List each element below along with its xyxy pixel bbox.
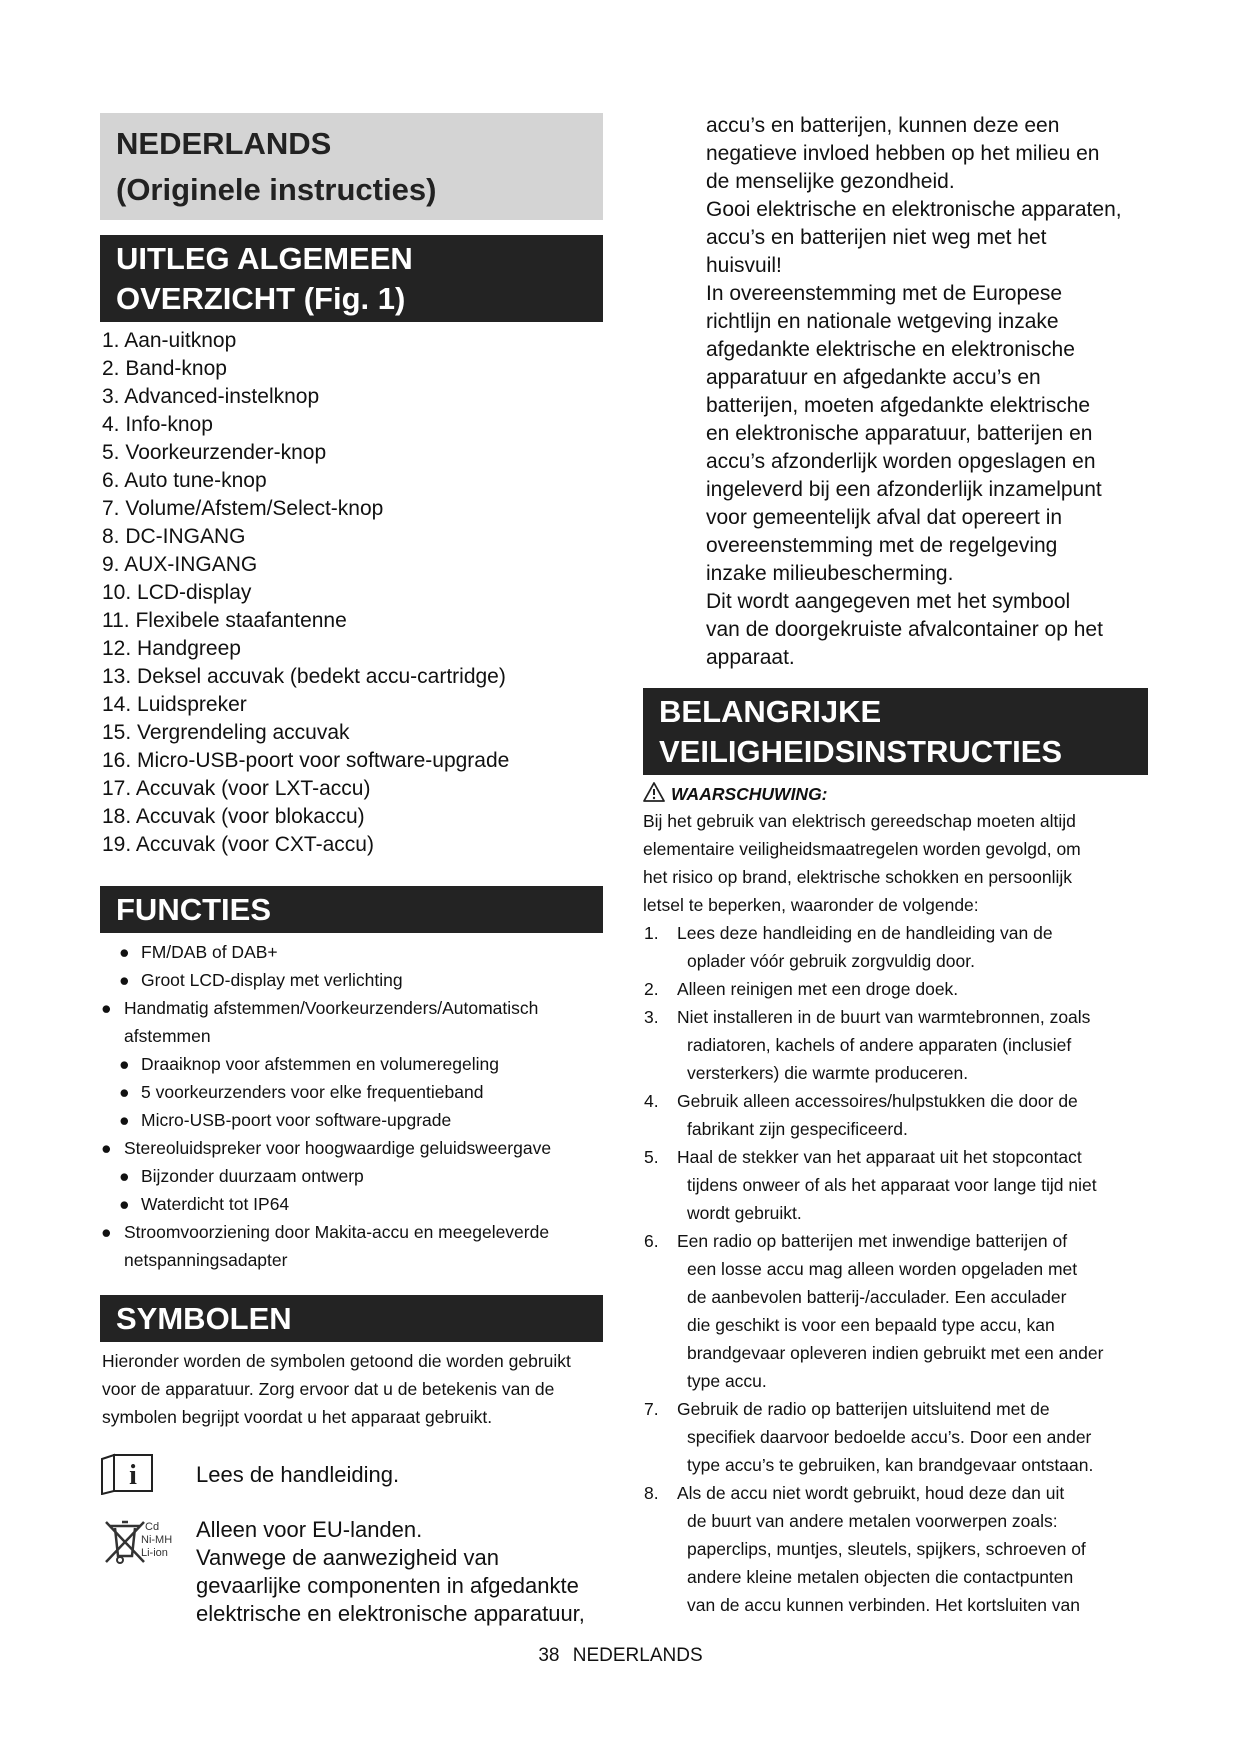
overview-part-item: 16. Micro-USB-poort voor software-upgrade — [102, 749, 510, 772]
svg-text:Li-ion: Li-ion — [141, 1547, 168, 1559]
warning-label-text: WAARSCHUWING: — [671, 784, 828, 804]
function-item-text: Draaiknop voor afstemmen en volumeregeling — [141, 1054, 499, 1074]
overview-part-item: 3. Advanced-instelknop — [102, 385, 320, 408]
eu-waste-line: elektrische en elektronische apparatuur, — [196, 1601, 585, 1626]
safety-instruction-item — [643, 975, 1148, 1003]
safety-instruction-line: tijdens onweer of als het apparaat voor lange tijd niet — [687, 1175, 1097, 1195]
left-column — [100, 113, 603, 1628]
overview-part-item: 9. AUX-INGANG — [102, 553, 258, 576]
safety-instruction-item — [643, 1479, 1148, 1619]
function-item — [100, 966, 603, 994]
safety-instruction-number: 6. — [644, 1231, 659, 1251]
overview-part-item: 19. Accuvak (voor CXT-accu) — [102, 833, 374, 856]
function-item-text: Bijzonder duurzaam ontwerp — [141, 1166, 364, 1186]
function-item — [100, 1190, 603, 1218]
overview-part-item: 15. Vergrendeling accuvak — [102, 721, 350, 744]
bullet-icon: ● — [119, 1082, 130, 1102]
function-item — [100, 1218, 603, 1274]
svg-text:Ni-MH: Ni-MH — [141, 1534, 173, 1546]
safety-instruction-line: versterkers) die warmte produceren. — [687, 1063, 969, 1083]
function-item — [100, 1078, 603, 1106]
functions-heading — [100, 886, 603, 933]
overview-part-item: 1. Aan-uitknop — [102, 329, 237, 352]
safety-instruction-number: 5. — [644, 1147, 659, 1167]
bullet-icon: ● — [101, 1222, 112, 1242]
bullet-icon: ● — [119, 970, 130, 990]
page-number: 38 — [538, 1645, 560, 1666]
safety-instruction-line: een losse accu mag alleen worden opgeladen met — [687, 1259, 1078, 1279]
bullet-icon: ● — [101, 998, 112, 1018]
eu-waste-continued-line: overeenstemming met de regelgeving — [706, 534, 1058, 557]
safety-instruction-line: Gebruik alleen accessoires/hulpstukken die door de — [677, 1091, 1078, 1111]
language-subtitle: (Originele instructies) — [116, 172, 437, 207]
safety-intro-line: Bij het gebruik van elektrisch gereedschap moeten altijd — [643, 811, 1076, 831]
eu-waste-line: gevaarlijke componenten in afgedankte — [196, 1573, 579, 1598]
functions-list — [100, 938, 603, 1274]
eu-waste-continued-line: huisvuil! — [706, 254, 782, 277]
safety-instruction-line: type accu. — [687, 1371, 767, 1391]
function-item-text: Handmatig afstemmen/Voorkeurzenders/Automatisch afstemmen — [124, 998, 539, 1046]
eu-waste-line: Vanwege de aanwezigheid van — [196, 1545, 499, 1570]
overview-part-item: 11. Flexibele staafantenne — [102, 609, 347, 632]
overview-part-item: 8. DC-INGANG — [102, 525, 246, 548]
eu-waste-continued-line: accu’s en batterijen niet weg met het — [706, 226, 1047, 249]
overview-part-item: 6. Auto tune-knop — [102, 469, 267, 492]
safety-intro-line: elementaire veiligheidsmaatregelen worden gevolgd, om — [643, 839, 1081, 859]
function-item — [100, 1162, 603, 1190]
function-item — [100, 938, 603, 966]
symbols-heading-text: SYMBOLEN — [116, 1301, 292, 1336]
overview-part-item: 14. Luidspreker — [102, 693, 247, 716]
safety-instruction-line: Een radio op batterijen met inwendige batterijen of — [677, 1231, 1068, 1251]
safety-instruction-item — [643, 1143, 1148, 1227]
safety-instruction-line: van de accu kunnen verbinden. Het kortsluiten van — [687, 1595, 1081, 1615]
eu-waste-continued-line: richtlijn en nationale wetgeving inzake — [706, 310, 1059, 333]
safety-instruction-line: oplader vóór gebruik zorgvuldig door. — [687, 951, 975, 971]
eu-waste-continued-line: batterijen, moeten afgedankte elektrische — [706, 394, 1091, 417]
overview-part-item: 10. LCD-display — [102, 581, 252, 604]
safety-instruction-line: type accu’s te gebruiken, kan brandgevaar ontstaan. — [687, 1455, 1094, 1475]
safety-instruction-item — [643, 919, 1148, 975]
safety-instruction-number: 4. — [644, 1091, 659, 1111]
function-item-text: Micro-USB-poort voor software-upgrade — [141, 1110, 452, 1130]
function-item-text: Stroomvoorziening door Makita-accu en meegeleverde netspanningsadapter — [124, 1222, 550, 1270]
eu-waste-text — [196, 1516, 585, 1628]
page-footer — [0, 1645, 1241, 1667]
symbols-heading — [100, 1295, 603, 1342]
symbols-intro: Hieronder worden de symbolen getoond die worden gebruikt voor de apparatuur. Zorg ervoor dat u de betekenis van de symbolen begrijpt voordat u het apparaat gebruikt. — [102, 1351, 571, 1427]
svg-text:i: i — [129, 1460, 137, 1491]
overview-part-item: 2. Band-knop — [102, 357, 227, 380]
eu-waste-continued-line: inzake milieubescherming. — [706, 562, 954, 585]
function-item-text: Groot LCD-display met verlichting — [141, 970, 403, 990]
eu-waste-continued-line: voor gemeentelijk afval dat opereert in — [706, 506, 1063, 529]
warning-label — [643, 782, 1148, 807]
overview-heading-line-1: UITLEG ALGEMEEN — [116, 241, 413, 276]
overview-part-item: 12. Handgreep — [102, 637, 241, 660]
safety-heading-line-1: BELANGRIJKE — [659, 694, 882, 729]
overview-part-item: 17. Accuvak (voor LXT-accu) — [102, 777, 371, 800]
eu-waste-continued-line: en elektronische apparatuur, batterijen en — [706, 422, 1093, 445]
eu-waste-line: Alleen voor EU-landen. — [196, 1517, 423, 1542]
eu-waste-continued-line: In overeenstemming met de Europese — [706, 282, 1063, 305]
overview-heading-line-2: OVERZICHT (Fig. 1) — [116, 281, 406, 316]
safety-instruction-line: wordt gebruikt. — [687, 1203, 802, 1223]
read-manual-icon — [100, 1453, 196, 1500]
overview-part-item: 5. Voorkeurzender-knop — [102, 441, 327, 464]
eu-waste-continued-line: apparatuur en afgedankte accu’s en — [706, 366, 1041, 389]
safety-instruction-line: fabrikant zijn gespecificeerd. — [687, 1119, 908, 1139]
eu-waste-continued-line: apparaat. — [706, 646, 795, 669]
function-item — [100, 1106, 603, 1134]
eu-waste-continued-line: van de doorgekruiste afvalcontainer op het — [706, 618, 1103, 641]
function-item — [100, 1050, 603, 1078]
overview-part-item: 4. Info-knop — [102, 413, 213, 436]
safety-instruction-item — [643, 1395, 1148, 1479]
overview-part-item: 7. Volume/Afstem/Select-knop — [102, 497, 384, 520]
safety-instruction-line: paperclips, muntjes, sleutels, spijkers, schroeven of — [687, 1539, 1086, 1559]
overview-part-item: 18. Accuvak (voor blokaccu) — [102, 805, 365, 828]
language-title: NEDERLANDS — [116, 126, 332, 161]
safety-instruction-line: Als de accu niet wordt gebruikt, houd deze dan uit — [677, 1483, 1065, 1503]
safety-intro-line: letsel te beperken, waaronder de volgende: — [643, 895, 979, 915]
symbol-read-manual — [100, 1453, 603, 1500]
eu-waste-continued-line: accu’s afzonderlijk worden opgeslagen en — [706, 450, 1096, 473]
safety-intro-line: het risico op brand, elektrische schokken en persoonlijk — [643, 867, 1072, 887]
safety-instruction-line: de buurt van andere metalen voorwerpen zoals: — [687, 1511, 1058, 1531]
bullet-icon: ● — [119, 1054, 130, 1074]
right-column — [643, 112, 1148, 1619]
safety-heading — [643, 688, 1148, 775]
safety-heading-line-2: VEILIGHEIDSINSTRUCTIES — [659, 734, 1063, 769]
crossed-out-bin-icon — [100, 1516, 196, 1571]
function-item-text: Waterdicht tot IP64 — [141, 1194, 290, 1214]
safety-instruction-item — [643, 1227, 1148, 1395]
bullet-icon: ● — [101, 1138, 112, 1158]
safety-instruction-line: radiatoren, kachels of andere apparaten (inclusief — [687, 1035, 1072, 1055]
safety-instruction-line: Haal de stekker van het apparaat uit het stopcontact — [677, 1147, 1082, 1167]
warning-triangle-icon — [643, 782, 671, 807]
eu-waste-continued-line: accu’s en batterijen, kunnen deze een — [706, 114, 1060, 137]
safety-instruction-item — [643, 1003, 1148, 1087]
function-item-text: 5 voorkeurzenders voor elke frequentieband — [141, 1082, 484, 1102]
safety-instruction-line: andere kleine metalen objecten die contactpunten — [687, 1567, 1074, 1587]
symbol-eu-waste — [100, 1516, 603, 1628]
eu-waste-continued-line: Dit wordt aangegeven met het symbool — [706, 590, 1071, 613]
eu-waste-continued — [706, 112, 1148, 672]
overview-parts-list — [102, 327, 603, 859]
function-item — [100, 994, 603, 1050]
functions-heading-text: FUNCTIES — [116, 892, 271, 927]
function-item — [100, 1134, 603, 1162]
bullet-icon: ● — [119, 1194, 130, 1214]
safety-instruction-number: 1. — [644, 923, 659, 943]
safety-instruction-number: 2. — [644, 979, 659, 999]
safety-instruction-line: brandgevaar opleveren indien gebruikt met een ander — [687, 1343, 1104, 1363]
eu-waste-continued-line: afgedankte elektrische en elektronische — [706, 338, 1075, 361]
safety-instruction-item — [643, 1087, 1148, 1143]
bullet-icon: ● — [119, 942, 130, 962]
safety-instructions-list — [643, 919, 1148, 1619]
function-item-text: Stereoluidspreker voor hoogwaardige geluidsweergave — [124, 1138, 552, 1158]
bullet-icon: ● — [119, 1166, 130, 1186]
safety-instruction-number: 7. — [644, 1399, 659, 1419]
language-title-box — [100, 113, 603, 220]
safety-instruction-line: die geschikt is voor een bepaald type accu, kan — [687, 1315, 1055, 1335]
safety-instruction-number: 8. — [644, 1483, 659, 1503]
safety-instruction-line: Alleen reinigen met een droge doek. — [677, 979, 959, 999]
eu-waste-continued-line: ingeleverd bij een afzonderlijk inzamelpunt — [706, 478, 1102, 501]
safety-instruction-line: Niet installeren in de buurt van warmtebronnen, zoals — [677, 1007, 1091, 1027]
eu-waste-continued-line: de menselijke gezondheid. — [706, 170, 955, 193]
read-manual-text: Lees de handleiding. — [196, 1462, 400, 1487]
svg-text:Cd: Cd — [145, 1521, 160, 1533]
safety-instruction-line: Gebruik de radio op batterijen uitsluitend met de — [677, 1399, 1050, 1419]
safety-instruction-number: 3. — [644, 1007, 659, 1027]
overview-heading — [100, 235, 603, 322]
function-item-text: FM/DAB of DAB+ — [141, 942, 278, 962]
eu-waste-continued-line: Gooi elektrische en elektronische apparaten, — [706, 198, 1122, 221]
footer-language: NEDERLANDS — [572, 1645, 703, 1666]
safety-intro — [643, 807, 1148, 919]
bullet-icon: ● — [119, 1110, 130, 1130]
overview-part-item: 13. Deksel accuvak (bedekt accu-cartridge) — [102, 665, 506, 688]
safety-instruction-line: de aanbevolen batterij-/acculader. Een acculader — [687, 1287, 1067, 1307]
safety-instruction-line: Lees deze handleiding en de handleiding van de — [677, 923, 1053, 943]
safety-instruction-line: specifiek daarvoor bedoelde accu’s. Door een ander — [687, 1427, 1092, 1447]
eu-waste-continued-line: negatieve invloed hebben op het milieu en — [706, 142, 1100, 165]
